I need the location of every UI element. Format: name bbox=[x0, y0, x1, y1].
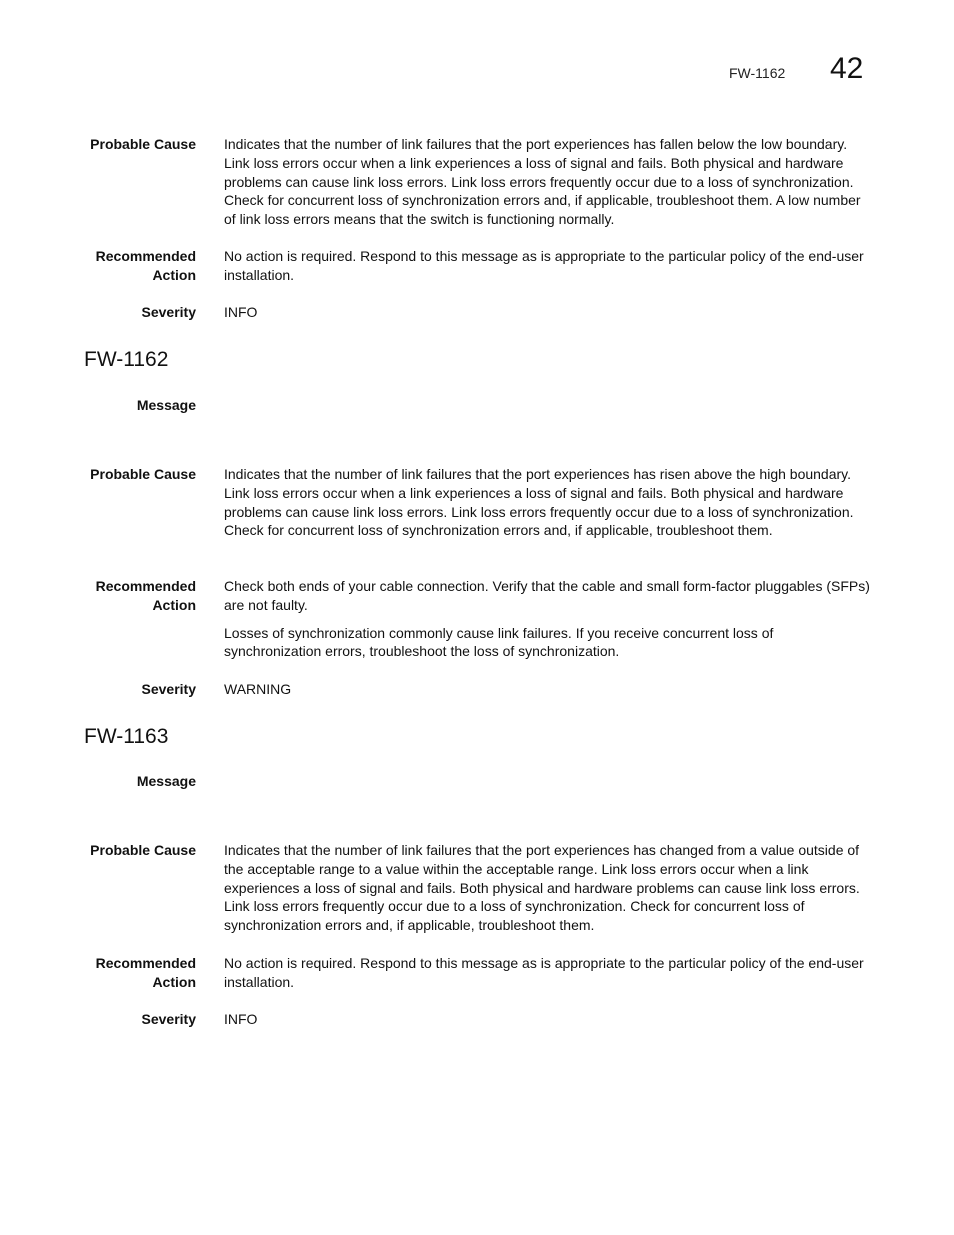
running-header-ref: FW-1162 bbox=[729, 65, 786, 81]
recommended-action-text bbox=[224, 577, 870, 661]
recommended-label-line1: Recommended bbox=[95, 955, 196, 971]
recommended-label-line2: Action bbox=[152, 267, 196, 283]
probable-cause-label: Probable Cause bbox=[90, 842, 196, 858]
probable-cause-paragraph: Indicates that the number of link failures that the port experiences has risen above the high boundary. Link loss errors occur when a link experiences a loss of signal and fails. Both physical and hardware problems can cause link loss errors. Link loss errors frequently occur due to a loss of synchronization. Check for concurrent loss of synchronization errors and, if applicable, troubleshoot them. bbox=[224, 466, 854, 539]
chapter-number: 42 bbox=[830, 52, 864, 85]
recommended-action-label bbox=[40, 954, 196, 992]
severity-value bbox=[224, 303, 870, 322]
severity-text: INFO bbox=[224, 304, 258, 320]
probable-cause-text bbox=[224, 135, 870, 229]
probable-cause-text bbox=[224, 465, 870, 540]
probable-cause-label: Probable Cause bbox=[90, 136, 196, 152]
recommended-action-label bbox=[40, 247, 196, 285]
severity-label: Severity bbox=[141, 1011, 196, 1027]
probable-cause-paragraph: Indicates that the number of link failures that the port experiences has changed from a value outside of the acceptable range to a value within the acceptable range. Link loss errors occur when a link experiences a loss of signal and fails. Both physical and hardware problems can cause link loss errors. Link loss errors frequently occur due to a loss of synchronization. Check for concurrent loss of synchronization errors and, if applicable, troubleshoot them. bbox=[224, 842, 860, 934]
probable-cause-label: Probable Cause bbox=[90, 466, 196, 482]
recommended-action-text bbox=[224, 954, 870, 992]
message-label: Message bbox=[136, 397, 196, 413]
severity-label: Severity bbox=[141, 304, 196, 320]
recommended-action-paragraph: Losses of synchronization commonly cause link failures. If you receive concurrent loss of synchronization errors, troubleshoot the loss of synchronization. bbox=[224, 624, 774, 660]
severity-label: Severity bbox=[141, 681, 196, 697]
recommended-label-line2: Action bbox=[152, 597, 196, 613]
recommended-action-paragraph: Check both ends of your cable connection. Verify that the cable and small form-factor pluggables (SFPs) are not faulty. bbox=[224, 578, 870, 613]
recommended-action-paragraph: No action is required. Respond to this message as is appropriate to the particular policy of the end-user installation. bbox=[224, 248, 864, 283]
message-label: Message bbox=[136, 773, 196, 789]
probable-cause-paragraph: Indicates that the number of link failures that the port experiences has fallen below the low boundary. Link loss errors occur when a link experiences a loss of signal and fails. Both physical and hardware problems can cause link loss errors. Link loss errors frequently occur due to a loss of synchronization. Check for concurrent loss of synchronization errors and, if applicable, troubleshoot them. A low number of link loss errors means that the switch is functioning normally. bbox=[224, 136, 861, 228]
section-title-fw-1162: FW-1162 bbox=[84, 348, 169, 371]
recommended-action-label bbox=[40, 577, 196, 615]
recommended-label-line1: Recommended bbox=[95, 248, 196, 264]
recommended-action-text bbox=[224, 247, 870, 285]
recommended-action-paragraph: No action is required. Respond to this message as is appropriate to the particular policy of the end-user installation. bbox=[224, 955, 864, 990]
section-title-fw-1163: FW-1163 bbox=[84, 725, 169, 748]
severity-value bbox=[224, 1010, 870, 1029]
severity-text: WARNING bbox=[224, 681, 292, 697]
recommended-label-line1: Recommended bbox=[95, 578, 196, 594]
probable-cause-text bbox=[224, 841, 870, 935]
recommended-label-line2: Action bbox=[152, 974, 196, 990]
severity-value bbox=[224, 680, 870, 699]
severity-text: INFO bbox=[224, 1011, 258, 1027]
